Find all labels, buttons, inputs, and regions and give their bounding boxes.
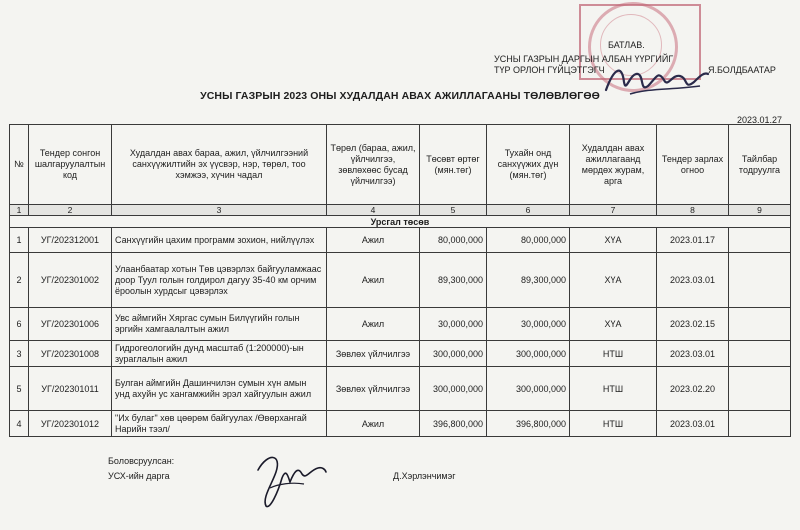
column-number: 7 [570,205,657,216]
header-note: Тайлбар тодруулга [729,125,791,205]
item-type: Ажил [327,228,420,253]
funding-amount: 30,000,000 [487,308,570,341]
budget-amount: 80,000,000 [420,228,487,253]
budget-amount: 30,000,000 [420,308,487,341]
table-row [10,367,791,411]
approver-position-line2: ТҮР ОРЛОН ГҮЙЦЭТГЭГЧ [494,65,605,75]
item-type: Ажил [327,253,420,308]
budget-amount: 89,300,000 [420,253,487,308]
header-code: Тендер сонгон шалгаруулалтын код [29,125,112,205]
row-number: 5 [10,367,29,411]
funding-amount: 300,000,000 [487,341,570,367]
note [729,228,791,253]
column-number: 5 [420,205,487,216]
tender-date: 2023.02.20 [657,367,729,411]
tender-code: УГ/202301006 [29,308,112,341]
column-number: 8 [657,205,729,216]
approver-position-line1: УСНЫ ГАЗРЫН ДАРГЫН АЛБАН ҮҮРГИЙГ [494,54,674,64]
prepared-by-label: Боловсруулсан: [108,456,175,466]
budget-amount: 300,000,000 [420,367,487,411]
tender-date: 2023.03.01 [657,253,729,308]
row-number: 1 [10,228,29,253]
tender-date: 2023.03.01 [657,411,729,437]
header-date: Тендер зарлах огноо [657,125,729,205]
preparer-position: УСХ-ийн дарга [108,471,170,481]
note [729,411,791,437]
procurement-plan-table [9,124,791,437]
note [729,308,791,341]
item-name: Гидрогеологийн дунд масштаб (1:200000)-ын зураглалын ажил [112,341,327,367]
row-number: 6 [10,308,29,341]
item-name: Булган аймгийн Дашинчилэн сумын хүн амын унд ахуйн ус хангамжийн эрэл хайгуулын ажил [112,367,327,411]
tender-date: 2023.01.17 [657,228,729,253]
tender-code: УГ/202301002 [29,253,112,308]
header-no: № [10,125,29,205]
header-funding: Тухайн онд санхүүжих дүн (мян.төг) [487,125,570,205]
header-budget: Төсөвт өртөг (мян.төг) [420,125,487,205]
header-name: Худалдан авах бараа, ажил, үйлчилгээний санхүүжилтийн эх үүсвэр, нэр, төрөл, тоо хэмжээ, хүчин чадал [112,125,327,205]
approver-name: Я.БОЛДБААТАР [708,65,776,75]
preparer-name: Д.Хэрлэнчимэг [393,471,456,481]
row-number: 4 [10,411,29,437]
tender-code: УГ/202301008 [29,341,112,367]
section-title: Урсгал төсөв [10,216,791,228]
table-row [10,253,791,308]
funding-amount: 396,800,000 [487,411,570,437]
approval-label: БАТЛАВ. [608,40,645,50]
item-type: Ажил [327,411,420,437]
procurement-method: НТШ [570,367,657,411]
row-number: 3 [10,341,29,367]
procurement-method: ХҮА [570,228,657,253]
header-type: Төрөл (бараа, ажил, үйлчилгээ, зөвлөхөөс бусад үйлчилгээ) [327,125,420,205]
tender-date: 2023.03.01 [657,341,729,367]
tender-code: УГ/202301012 [29,411,112,437]
item-name: Улаанбаатар хотын Төв цэвэрлэх байгууламжаас доор Туул голын голдирол дагуу 35-40 км орчим ёроолын хурдсыг цэвэрлэх [112,253,327,308]
column-number: 3 [112,205,327,216]
row-number: 2 [10,253,29,308]
document-date: 2023.01.27 [736,115,782,125]
column-number: 6 [487,205,570,216]
budget-amount: 300,000,000 [420,341,487,367]
column-number: 9 [729,205,791,216]
tender-code: УГ/202312001 [29,228,112,253]
table-row [10,411,791,437]
table-header-row [10,125,791,205]
funding-amount: 89,300,000 [487,253,570,308]
procurement-method: НТШ [570,341,657,367]
table-row [10,308,791,341]
note [729,253,791,308]
funding-amount: 300,000,000 [487,367,570,411]
item-name: Увс аймгийн Хяргас сумын Билүүгийн голын эргийн хамгаалалтын ажил [112,308,327,341]
header-method: Худалдан авах ажиллагаанд мөрдөх журам, арга [570,125,657,205]
column-number: 4 [327,205,420,216]
document-title: УСНЫ ГАЗРЫН 2023 ОНЫ ХУДАЛДАН АВАХ АЖИЛЛАГААНЫ ТӨЛӨВЛӨГӨӨ [200,90,600,102]
funding-amount: 80,000,000 [487,228,570,253]
procurement-method: НТШ [570,411,657,437]
column-number: 1 [10,205,29,216]
column-number: 2 [29,205,112,216]
preparer-signature [248,448,328,510]
note [729,341,791,367]
item-name: "Их булаг" хөв цөөрөм байгуулах /Өвөрхангай Нарийн тээл/ [112,411,327,437]
tender-date: 2023.02.15 [657,308,729,341]
item-name: Санхүүгийн цахим программ зохион, нийлүүлэх [112,228,327,253]
table-row [10,341,791,367]
section-row [10,216,791,228]
item-type: Ажил [327,308,420,341]
procurement-method: ХҮА [570,253,657,308]
item-type: Зөвлөх үйлчилгээ [327,341,420,367]
column-number-row [10,205,791,216]
item-type: Зөвлөх үйлчилгээ [327,367,420,411]
tender-code: УГ/202301011 [29,367,112,411]
table-row [10,228,791,253]
note [729,367,791,411]
budget-amount: 396,800,000 [420,411,487,437]
procurement-method: ХҮА [570,308,657,341]
